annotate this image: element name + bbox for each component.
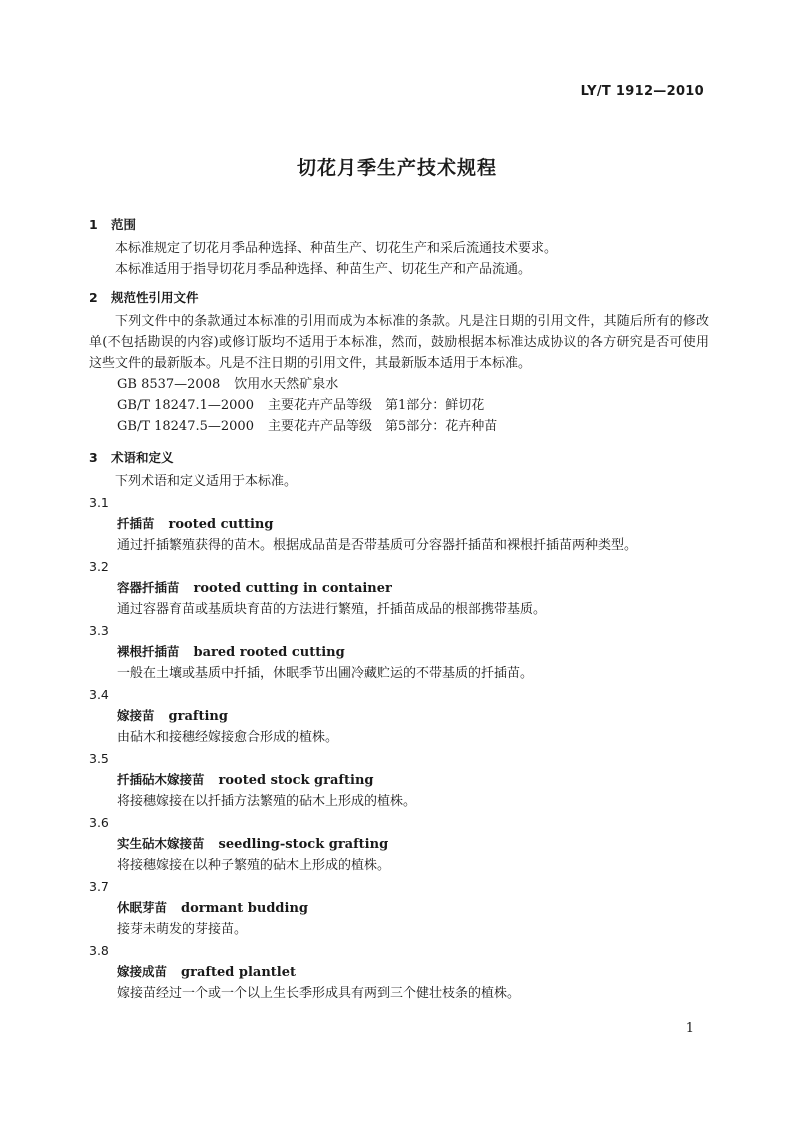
reference-title: 主要花卉产品等级 第1部分：鲜切花 — [267, 398, 485, 413]
term-chinese: 扦插苗 — [117, 516, 155, 531]
term-number: 3.8 — [89, 943, 109, 958]
term-chinese: 嫁接成苗 — [117, 964, 168, 979]
document-title: 切花月季生产技术规程 — [296, 157, 497, 179]
term-english: rooted cutting — [168, 517, 274, 532]
section-title: 范围 — [111, 217, 137, 232]
reference-title: 主要花卉产品等级 第5部分：花卉种苗 — [267, 419, 498, 434]
term-number: 3.3 — [89, 623, 109, 638]
terms-intro: 下列术语和定义适用于本标准。 — [115, 474, 298, 489]
term-heading — [89, 769, 709, 791]
reference-code: GB 8537—2008 — [117, 377, 221, 392]
term-number: 3.5 — [89, 751, 109, 766]
term-heading — [89, 705, 709, 727]
term-chinese: 休眠芽苗 — [117, 900, 168, 915]
term-definition: 通过扦插繁殖获得的苗木。根据成品苗是否带基质可分容器扦插苗和裸根扦插苗两种类型。 — [117, 538, 638, 553]
term-chinese: 实生砧木嫁接苗 — [117, 836, 205, 851]
term-definition: 由砧木和接穗经嫁接愈合形成的植株。 — [117, 730, 339, 745]
reference-item — [89, 416, 709, 437]
term-heading — [89, 961, 709, 983]
term-english: rooted stock grafting — [218, 773, 374, 788]
term-chinese: 裸根扦插苗 — [117, 644, 180, 659]
term-chinese: 容器扦插苗 — [117, 580, 180, 595]
term-chinese: 嫁接苗 — [117, 708, 155, 723]
term-definition: 通过容器育苗或基质块育苗的方法进行繁殖，扦插苗成品的根部携带基质。 — [117, 602, 547, 617]
reference-code: GB/T 18247.1—2000 — [117, 398, 254, 413]
term-heading — [89, 833, 709, 855]
section-title: 规范性引用文件 — [111, 290, 199, 305]
section-heading-terms-definitions — [89, 447, 709, 469]
term-english: bared rooted cutting — [193, 645, 345, 660]
term-definition: 将接穗嫁接在以种子繁殖的砧木上形成的植株。 — [117, 858, 391, 873]
term-number: 3.6 — [89, 815, 109, 830]
terms-list — [89, 492, 709, 1004]
standard-code: LY/T 1912—2010 — [580, 84, 704, 99]
term-definition: 一般在土壤或基质中扦插，休眠季节出圃冷藏贮运的不带基质的扦插苗。 — [117, 666, 534, 681]
term-heading — [89, 641, 709, 663]
term-english: dormant budding — [181, 901, 308, 916]
reference-item — [89, 374, 709, 395]
scope-paragraph: 本标准规定了切花月季品种选择、种苗生产、切花生产和采后流通技术要求。 — [115, 241, 558, 256]
term-definition: 将接穗嫁接在以扦插方法繁殖的砧木上形成的植株。 — [117, 794, 417, 809]
term-heading — [89, 577, 709, 599]
section-title: 术语和定义 — [111, 450, 174, 465]
scope-paragraph: 本标准适用于指导切花月季品种选择、种苗生产、切花生产和产品流通。 — [115, 262, 532, 277]
section-number: 3 — [89, 450, 98, 465]
section-heading-scope — [89, 214, 709, 236]
reference-title: 饮用水天然矿泉水 — [234, 377, 339, 392]
section-number: 1 — [89, 217, 98, 232]
term-english: grafted plantlet — [181, 965, 296, 980]
term-english: seedling-stock grafting — [218, 837, 389, 852]
reference-code: GB/T 18247.5—2000 — [117, 419, 254, 434]
term-heading — [89, 897, 709, 919]
term-definition: 接芽未萌发的芽接苗。 — [117, 922, 248, 937]
document-body — [89, 214, 709, 1004]
references-paragraph: 下列文件中的条款通过本标准的引用而成为本标准的条款。凡是注日期的引用文件，其随后所有的修改单(不包括勘误的内容)或修订版均不适用于本标准，然而，鼓励根据本标准达成协议的各方研究是否可使用这些文件的最新版本。凡是不注日期的引用文件，其最新版本适用于本标准。 — [89, 314, 709, 371]
term-definition: 嫁接苗经过一个或一个以上生长季形成具有两到三个健壮枝条的植株。 — [117, 986, 521, 1001]
term-english: grafting — [168, 709, 228, 724]
section-number: 2 — [89, 290, 98, 305]
term-number: 3.7 — [89, 879, 109, 894]
term-number: 3.4 — [89, 687, 109, 702]
page-number: 1 — [685, 1021, 694, 1036]
term-heading — [89, 513, 709, 535]
term-english: rooted cutting in container — [193, 581, 392, 596]
reference-item — [89, 395, 709, 416]
section-heading-normative-references — [89, 287, 709, 309]
term-number: 3.2 — [89, 559, 109, 574]
term-number: 3.1 — [89, 495, 109, 510]
term-chinese: 扦插砧木嫁接苗 — [117, 772, 205, 787]
